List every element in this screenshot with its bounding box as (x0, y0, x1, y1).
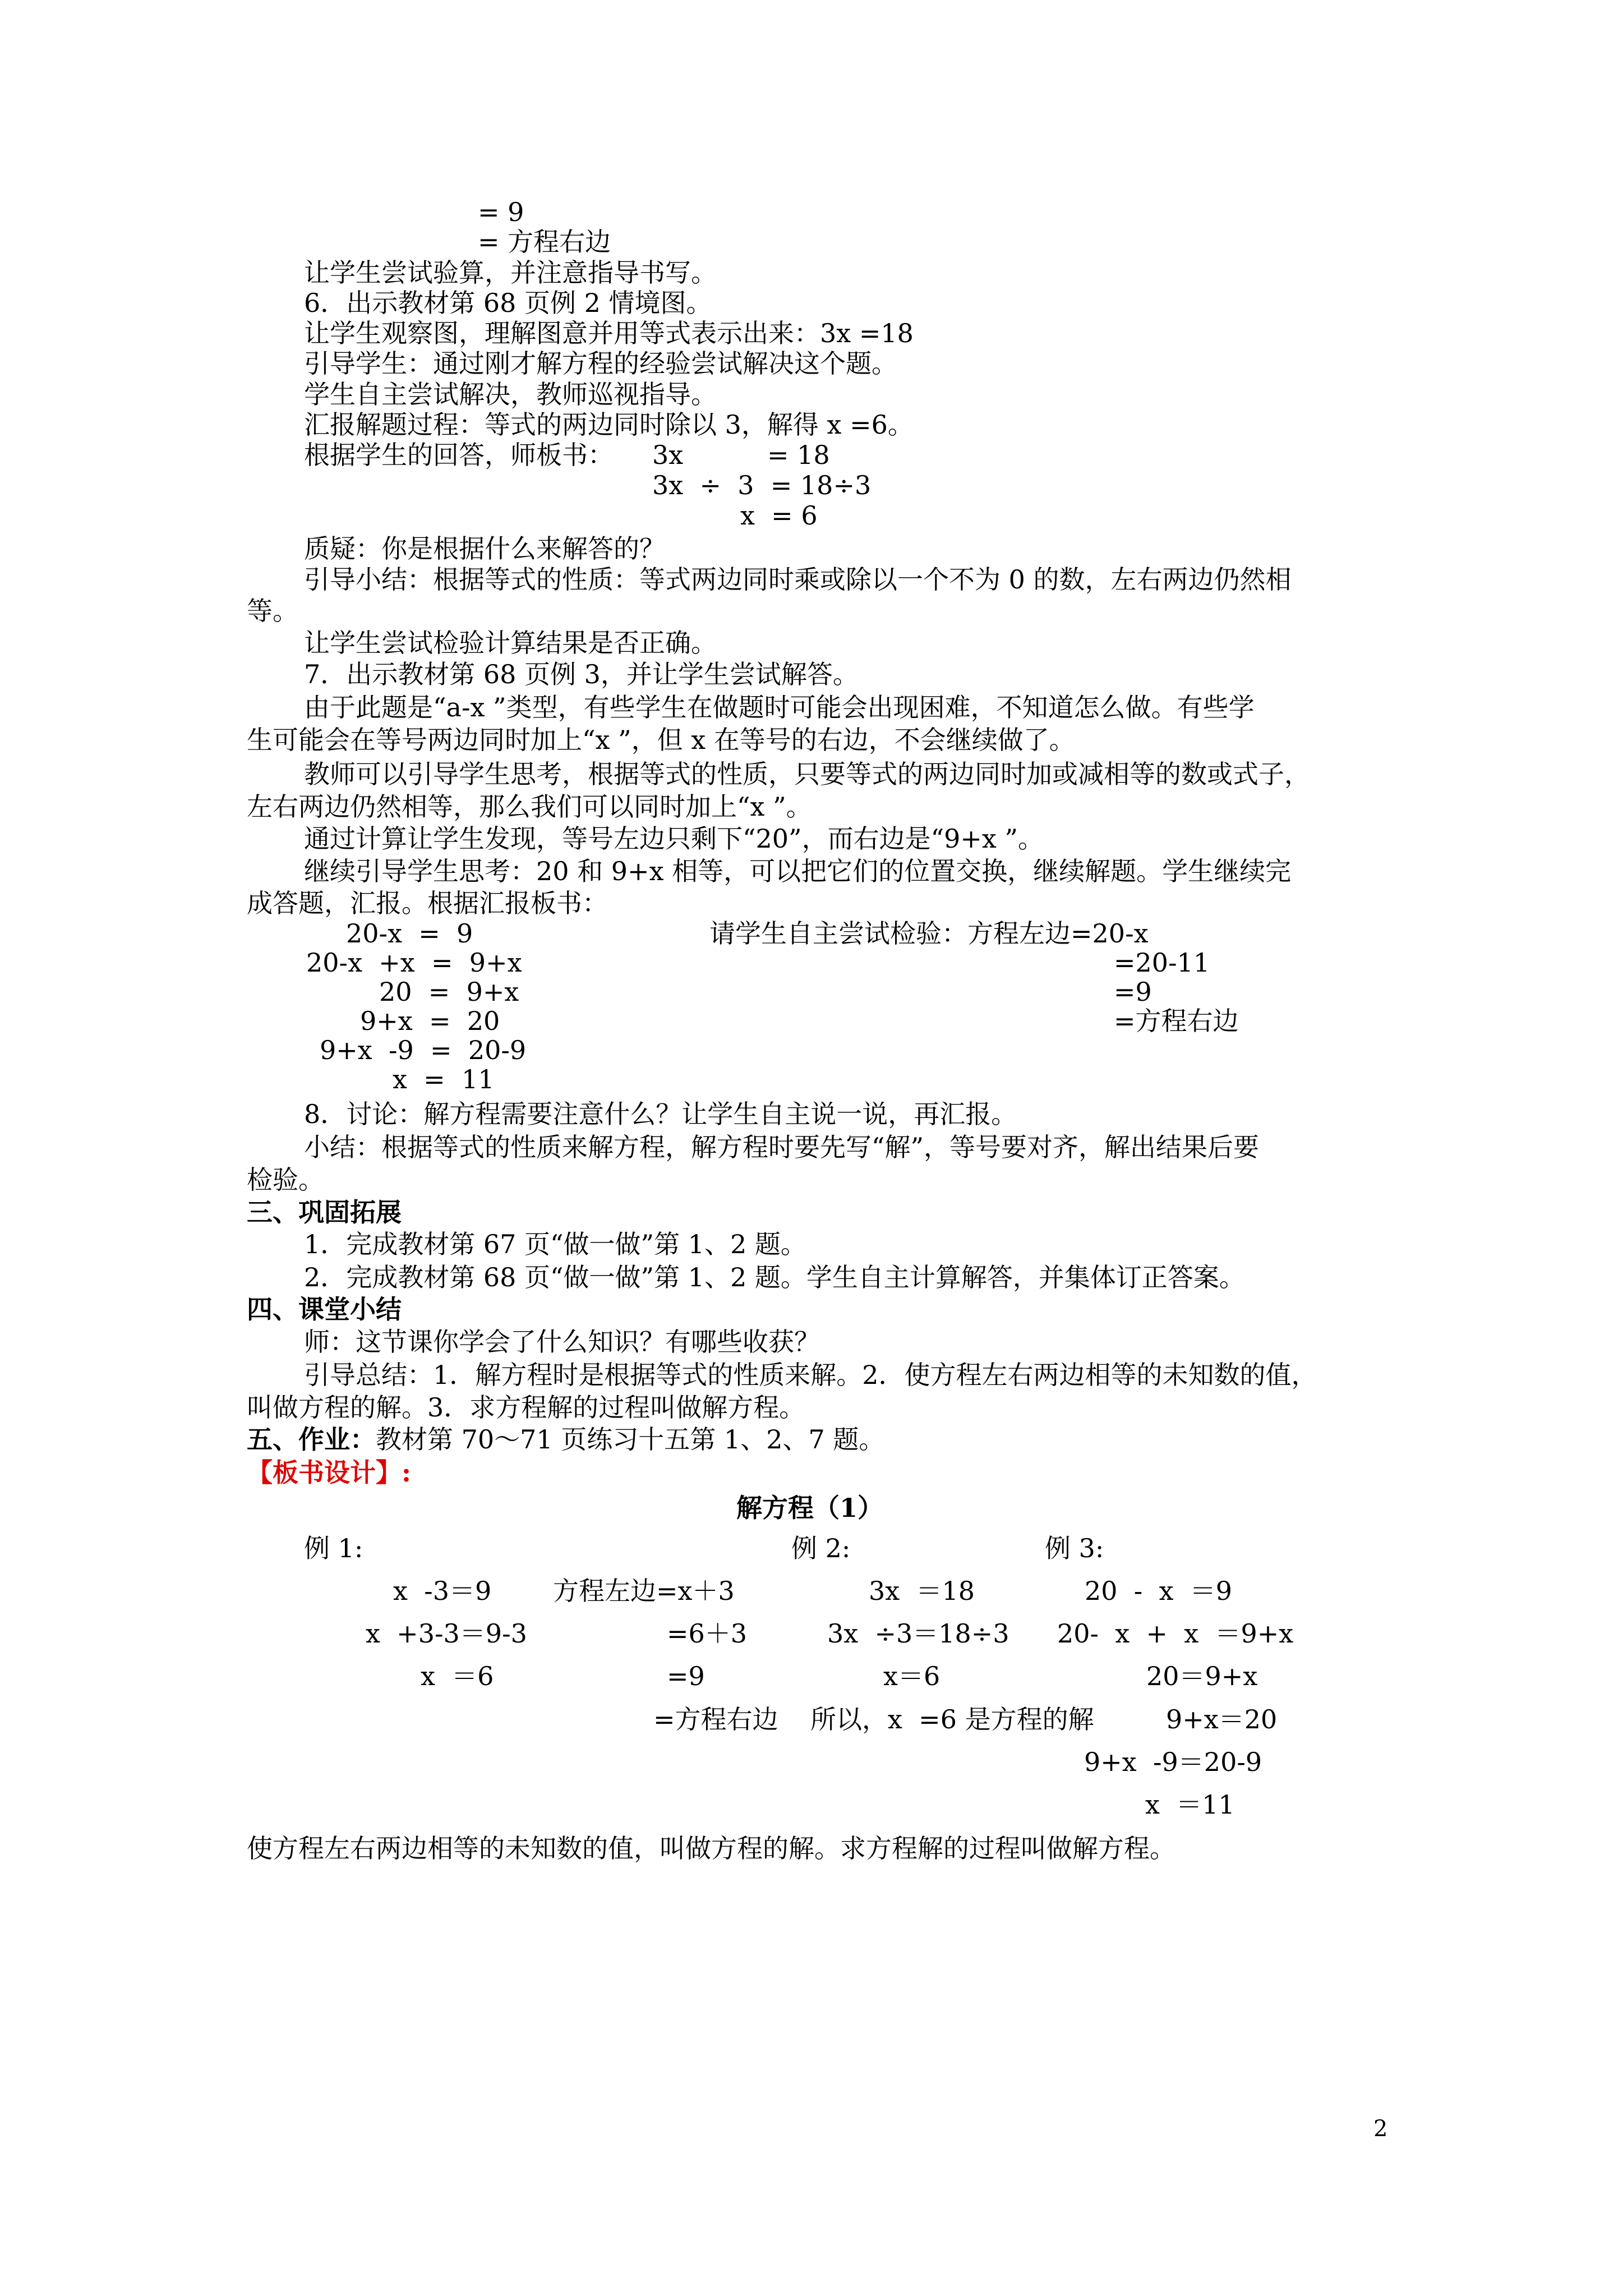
board-ex3-line: 9+x＝20 (1166, 1704, 1278, 1734)
step7-p1-line2: 生可能会在等号两边同时加上“x ”，但 x 在等号的右边，不会继续做了。 (247, 725, 1075, 755)
board-ex3-line: 20 - x ＝9 (1085, 1576, 1233, 1606)
step7-p4-line2: 成答题，汇报。根据汇报板书： (247, 888, 608, 918)
step6-eq1-left: 3x (652, 440, 684, 470)
board-ex3-line: 20- x + x ＝9+x (1057, 1618, 1294, 1649)
page-number: 2 (1373, 2116, 1388, 2142)
step6-guide: 引导学生：通过刚才解方程的经验尝试解决这个题。 (304, 348, 897, 379)
step7-solve-line: 20 = 9+x (379, 977, 519, 1007)
step6-self: 学生自主尝试解决，教师巡视指导。 (304, 379, 717, 409)
section4-heading: 四、课堂小结 (247, 1294, 402, 1324)
board-ex1-check-line: =方程右边 (653, 1704, 778, 1734)
section3-item: 1．完成教材第 67 页“做一做”第 1、2 题。 (304, 1229, 806, 1259)
step6-check: 让学生尝试检验计算结果是否正确。 (304, 628, 717, 658)
verify-line-2: = 方程右边 (478, 227, 611, 257)
paragraph-try-check: 让学生尝试验算，并注意指导书写。 (304, 257, 717, 288)
step6-title: 6．出示教材第 68 页例 2 情境图。 (304, 288, 712, 318)
board-ex1-label: 例 1: (304, 1533, 363, 1563)
step7-solve-line: x = 11 (393, 1064, 495, 1094)
section3-item: 2．完成教材第 68 页“做一做”第 1、2 题。学生自主计算解答，并集体订正答案。 (304, 1262, 1245, 1292)
board-ex2-line: 3x ÷3＝18÷3 (827, 1618, 1009, 1649)
board-ex1-check-line: =9 (667, 1661, 705, 1691)
step7-verify-line: =9 (1114, 977, 1152, 1007)
step6-eq3: x = 6 (740, 500, 818, 531)
board-definition: 使方程左右两边相等的未知数的值，叫做方程的解。求方程解的过程叫做解方程。 (247, 1833, 1175, 1864)
board-ex1-check-line: 方程左边=x＋3 (553, 1576, 735, 1606)
board-label: 【板书设计】: (247, 1457, 411, 1488)
board-ex1-line: x -3＝9 (393, 1576, 492, 1606)
step7-verify-line: =方程右边 (1114, 1006, 1239, 1036)
step6-eq1-right: = 18 (767, 440, 830, 470)
board-ex3-label: 例 3: (1045, 1533, 1104, 1563)
board-ex3-line: 9+x -9＝20-9 (1084, 1747, 1262, 1777)
board-ex2-label: 例 2: (791, 1533, 851, 1563)
board-ex2-conclusion: 所以，x =6 是方程的解 (810, 1704, 1094, 1734)
section4-question: 师：这节课你学会了什么知识？有哪些收获？ (304, 1327, 820, 1357)
step7-p2-line2: 左右两边仍然相等，那么我们可以同时加上“x ”。 (247, 792, 812, 822)
board-ex3-line: x ＝11 (1145, 1789, 1235, 1820)
step6-report: 汇报解题过程：等式的两边同时除以 3，解得 x =6。 (304, 409, 914, 440)
board-ex1-line: x ＝6 (421, 1661, 494, 1691)
step6-summary-line1: 引导小结：根据等式的性质：等式两边同时乘或除以一个不为 0 的数，左右两边仍然相 (304, 564, 1292, 595)
board-ex2-line: x＝6 (883, 1661, 940, 1691)
step7-title: 7．出示教材第 68 页例 3，并让学生尝试解答。 (304, 659, 859, 689)
board-ex2-line: 3x ＝18 (869, 1576, 975, 1606)
section3-heading: 三、巩固拓展 (247, 1197, 402, 1227)
step6-summary-line2: 等。 (247, 596, 298, 626)
section5-heading: 五、作业： (247, 1424, 376, 1455)
step7-verify-label: 请学生自主尝试检验：方程左边=20-x (709, 918, 1149, 949)
step6-board-label: 根据学生的回答，师板书： (304, 440, 614, 470)
step6-question: 质疑：你是根据什么来解答的？ (304, 533, 665, 564)
step7-p4-line1: 继续引导学生思考：20 和 9+x 相等，可以把它们的位置交换，继续解题。学生继续完 (304, 856, 1292, 886)
step7-solve-line: 9+x -9 = 20-9 (320, 1035, 527, 1065)
section4-summary-line1: 引导总结：1．解方程时是根据等式的性质来解。2．使方程左右两边相等的未知数的值， (304, 1360, 1317, 1390)
step7-p2-line1: 教师可以引导学生思考，根据等式的性质，只要等式的两边同时加或减相等的数或式子， (304, 759, 1310, 789)
step8-summary-line2: 检验。 (247, 1165, 324, 1195)
step6-eq2: 3x ÷ 3 = 18÷3 (652, 470, 872, 500)
step7-p1-line1: 由于此题是“a-x ”类型，有些学生在做题时可能会出现困难，不知道怎么做。有些学 (304, 692, 1255, 723)
step7-p3: 通过计算让学生发现，等号左边只剩下“20”，而右边是“9+x ”。 (304, 823, 1044, 854)
section5-text: 教材第 70～71 页练习十五第 1、2、7 题。 (376, 1424, 885, 1455)
board-title: 解方程（1） (736, 1493, 884, 1523)
board-ex3-line: 20＝9+x (1146, 1661, 1258, 1691)
step8-summary-line1: 小结：根据等式的性质来解方程，解方程时要先写“解”，等号要对齐，解出结果后要 (304, 1132, 1260, 1162)
step8-title: 8．讨论：解方程需要注意什么？让学生自主说一说，再汇报。 (304, 1099, 1017, 1129)
board-ex1-check-line: =6＋3 (667, 1618, 748, 1649)
step7-solve-line: 20-x +x = 9+x (306, 947, 522, 978)
step7-verify-line: =20-11 (1114, 947, 1210, 978)
step7-solve-line: 9+x = 20 (360, 1006, 500, 1036)
section4-summary-line2: 叫做方程的解。3．求方程解的过程叫做解方程。 (247, 1392, 805, 1423)
verify-line-1: = 9 (478, 197, 524, 227)
section5-line (247, 1424, 885, 1455)
step7-solve-line: 20-x = 9 (346, 918, 473, 949)
board-ex1-line: x +3-3＝9-3 (366, 1618, 527, 1649)
step6-observe: 让学生观察图，理解图意并用等式表示出来：3x =18 (304, 318, 914, 348)
